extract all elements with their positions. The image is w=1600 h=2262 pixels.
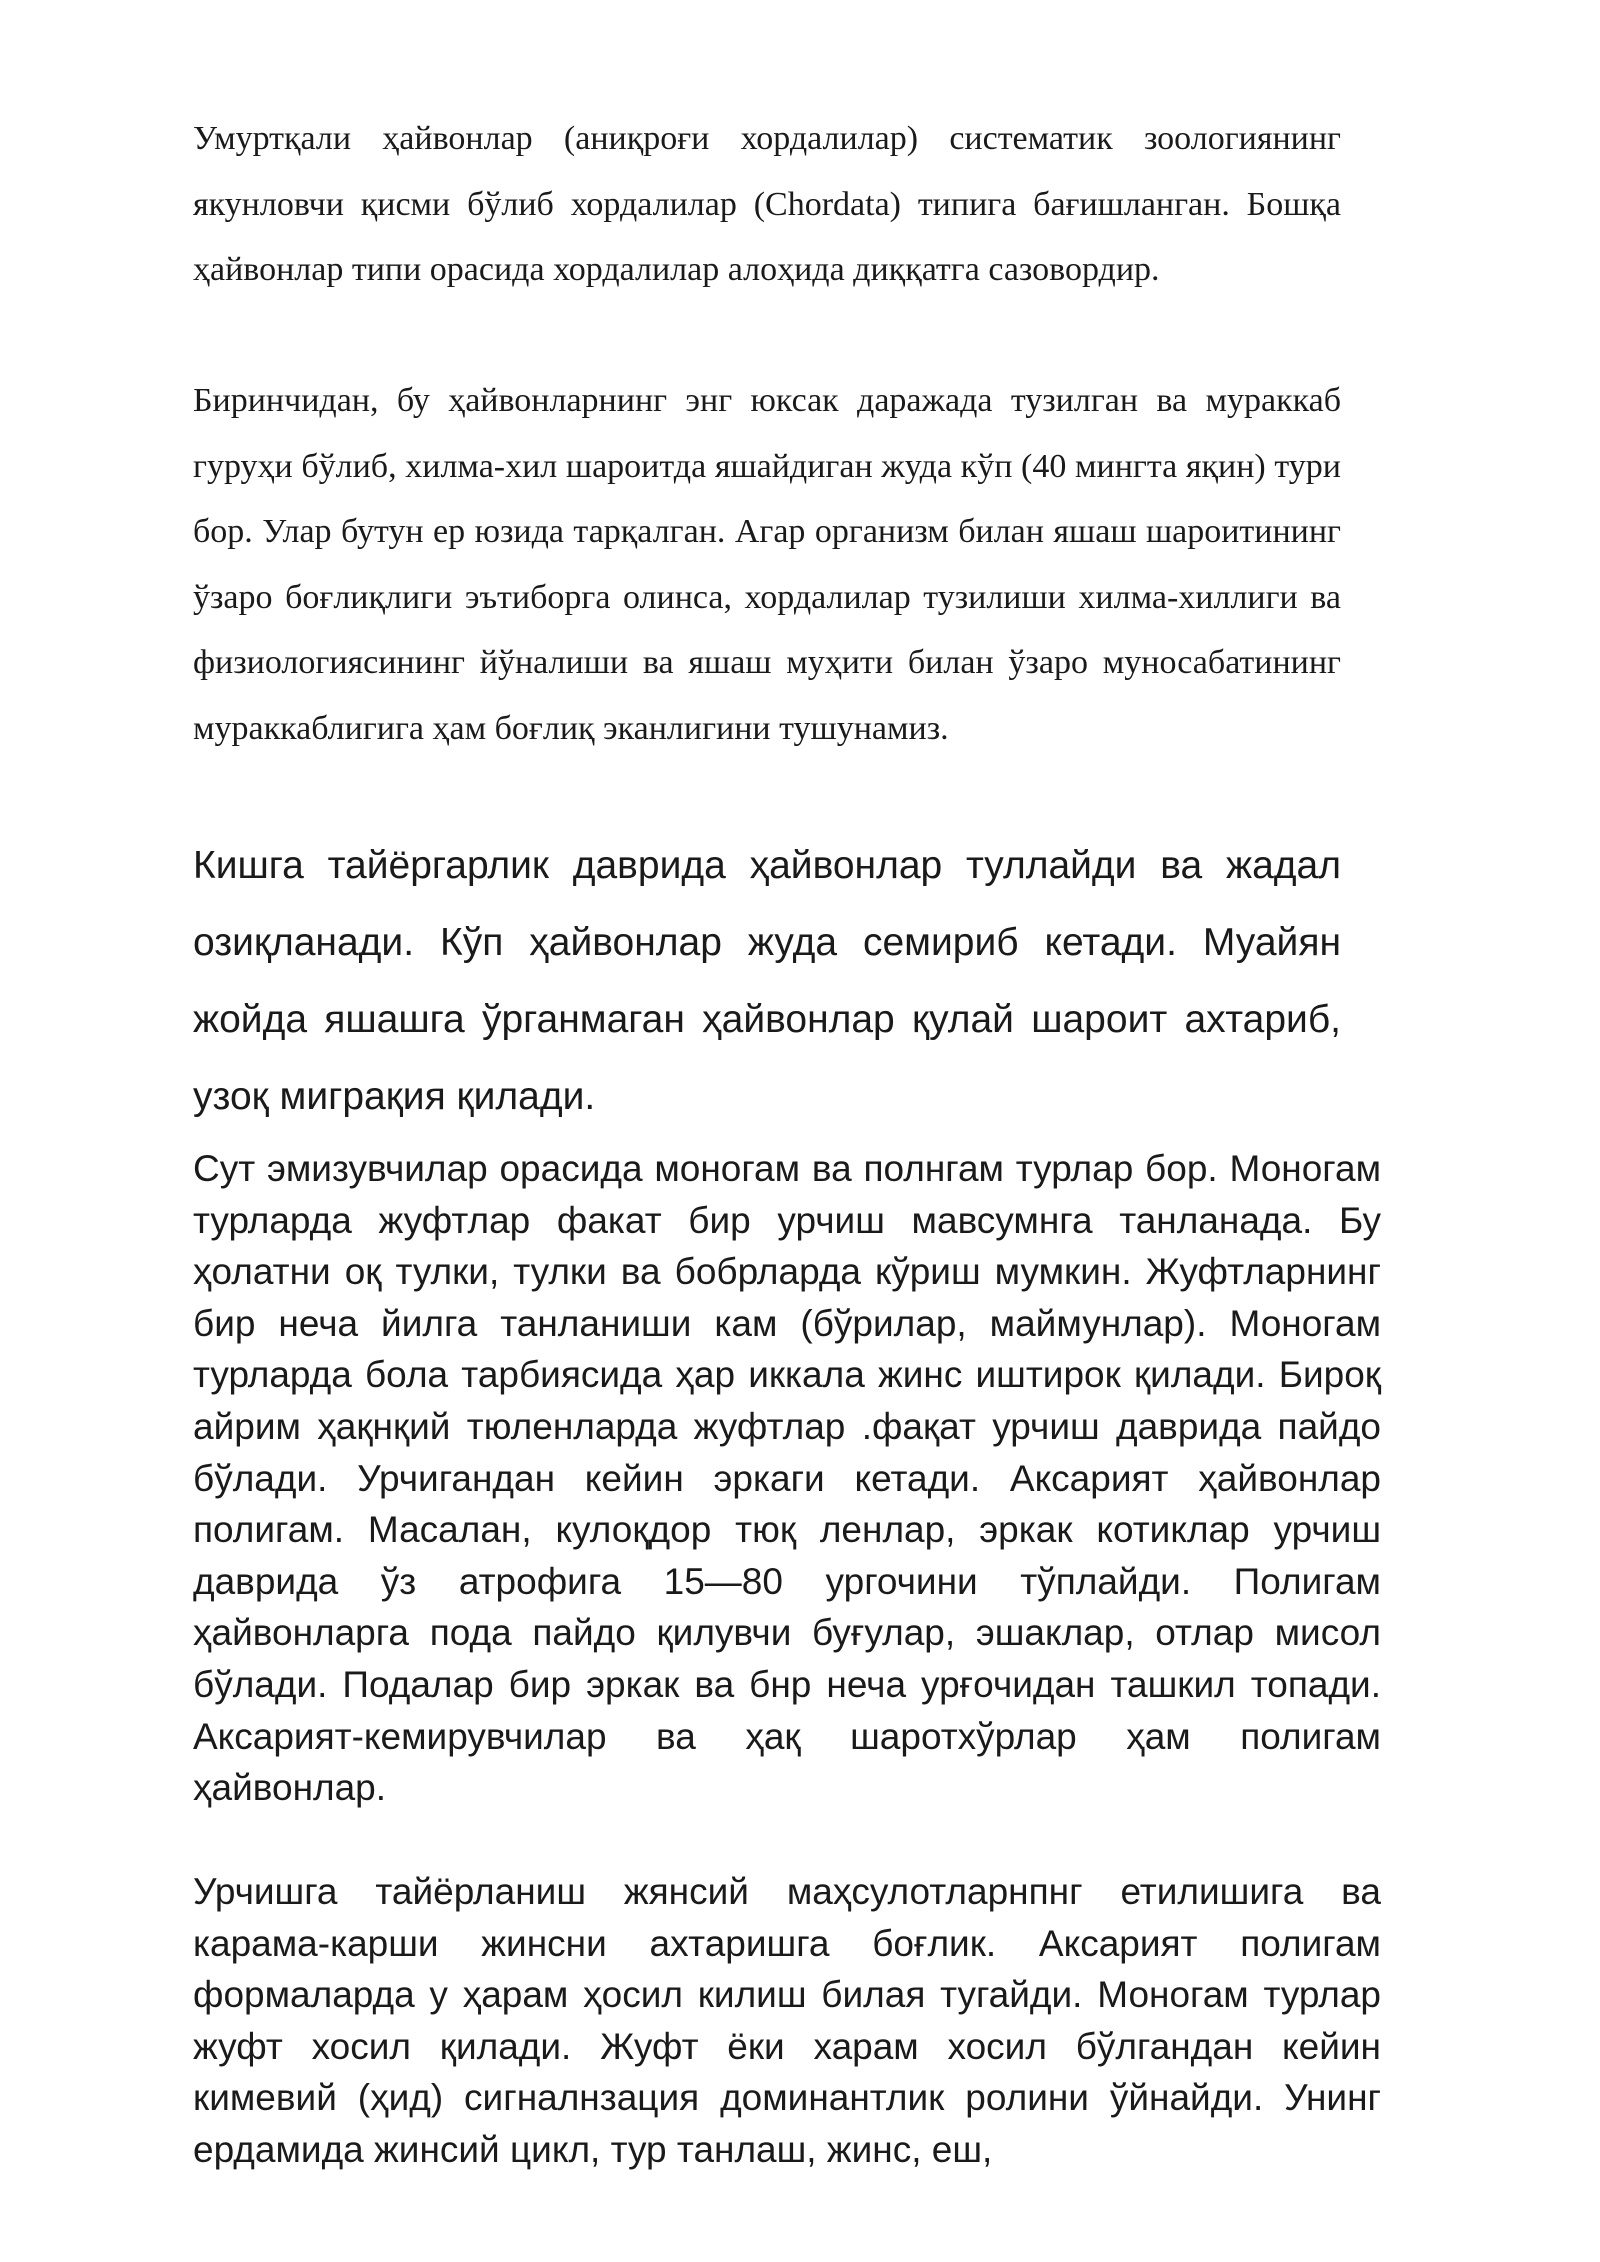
paragraph-chordata-diversity: Биринчидан, бу ҳайвонларнинг энг юксак даражада тузилган ва мураккаб гуруҳи бўлиб, хилма-хил шароитда яшайдиган жуда кўп (40 мингта яқин) тури бор. Улар бутун ер юзида тарқалган. Агар организм билан яшаш шароитининг ўзаро боғлиқлиги эътиборга олинса, хордалилар тузилиши хилма-хиллиги ва физиологиясининг йўналиши ва яшаш муҳити билан ўзаро муносабатининг мураккаблигига ҳам боғлиқ эканлигини тушунамиз. bbox=[193, 382, 1341, 747]
paragraph-monogamy-polygamy: Сут эмизувчилар орасида моногам ва полнгам турлар бор. Моногам турларда жуфтлар факат бир урчиш мавсумнга танланада. Бу ҳолатни оқ тулки, тулки ва бобрларда кўриш мумкин. Жуфтларнинг бир неча йилга танланиши кам (бўрилар, маймунлар). Моногам турларда бола тарбиясида ҳар иккала жинс иштирок қилади. Бироқ айрим ҳақнқий тюленларда жуфтлар .фақат урчиш даврида пайдо бўлади. Урчигандан кейин эркаги кетади. Аксарият ҳайвонлар полигам. Масалан, кулоқдор тюқ ленлар, эркак котиклар урчиш даврида ўз атрофига 15—80 ургочини тўплайди. Полигам ҳайвонларга пода пайдо қилувчи буғулар, эшаклар, отлар мисол бўлади. Подалар бир эркак ва бнр неча урғочидан ташкил топади. Аксарият-кемирувчилар ва ҳақ шаротхўрлар ҳам полигам ҳайвонлар. bbox=[193, 1148, 1381, 1809]
paragraph-mating-preparation: Урчишга тайёрланиш жянсий маҳсулотларнпнг етилишига ва карама-карши жинсни ахтаришга боғлик. Аксарият полигам формаларда у ҳарам ҳосил килиш билая тугайди. Моногам турлар жуфт хосил қилади. Жуфт ёки харам хосил бўлгандан кейин кимевий (ҳид) сигналнзация доминантлик ролини ўйнайди. Унинг ердамида жинсий цикл, тур танлаш, жинс, еш, bbox=[193, 1871, 1381, 2170]
paragraph-chordata-intro: Умуртқали ҳайвонлар (аниқроғи хордалилар) систематик зоологиянинг якунловчи қисми бўлиб хордалилар (Chordata) типига бағишланган. Бошқа ҳайвонлар типи орасида хордалилар алоҳида диққатга сазовордир. bbox=[193, 120, 1341, 288]
paragraph-winter-preparation: Кишга тайёргарлик даврида ҳайвонлар туллайди ва жадал озиқланади. Кўп ҳайвонлар жуда семириб кетади. Муайян жойда яшашга ўрганмаган ҳайвонлар қулай шароит ахтариб, узоқ миграқия қилади. bbox=[193, 844, 1341, 1118]
